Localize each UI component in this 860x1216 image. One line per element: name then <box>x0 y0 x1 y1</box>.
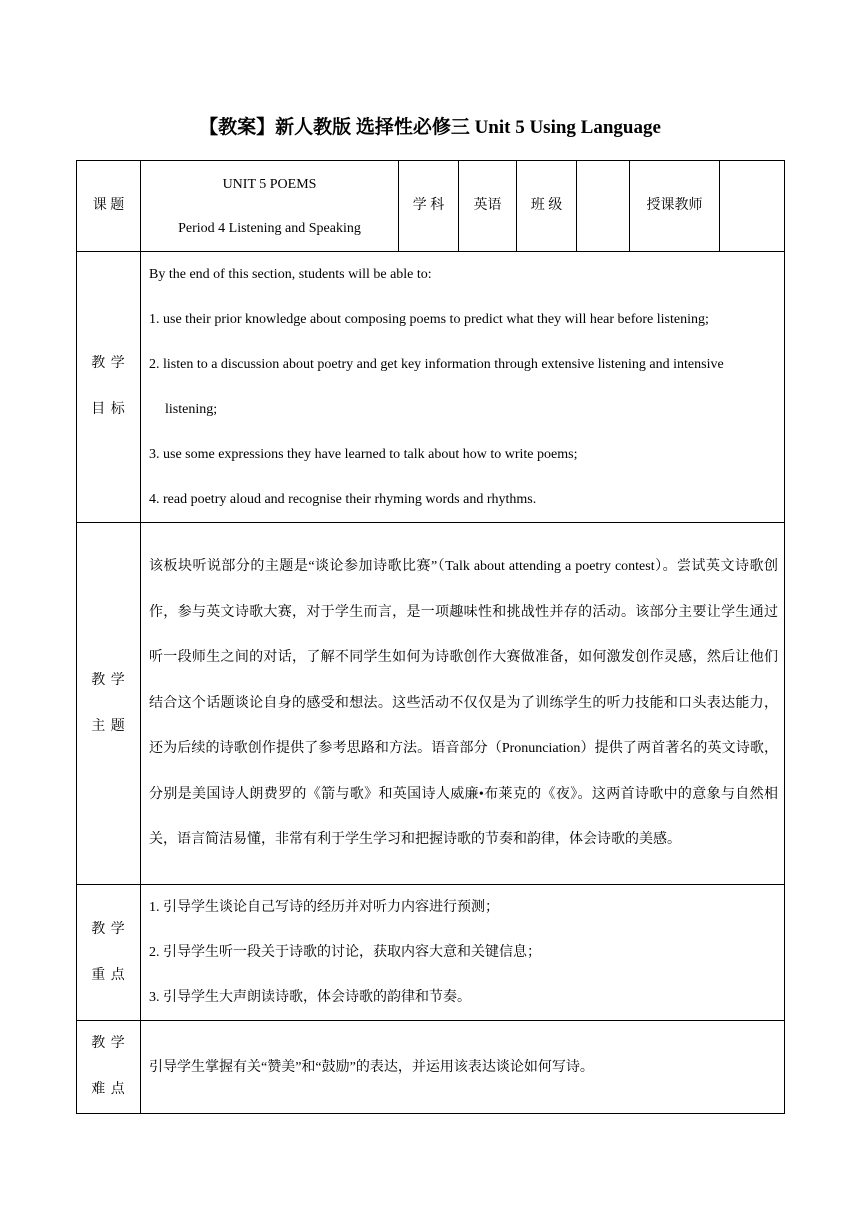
topic-label: 课 题 <box>77 161 141 252</box>
difficulties-label-line2: 难 点 <box>91 1082 126 1097</box>
teacher-label: 授课教师 <box>630 161 720 252</box>
objectives-label-line1: 教 学 <box>91 356 126 371</box>
document-title: 【教案】新人教版 选择性必修三 Unit 5 Using Language <box>199 117 661 138</box>
difficulties-content <box>141 1021 785 1114</box>
period-title: Period 4 Listening and Speaking <box>178 221 361 236</box>
teacher-value <box>720 161 785 252</box>
objective-item: 3. use some expressions they have learned to talk about how to write poems; <box>149 447 578 462</box>
objective-item: 2. listen to a discussion about poetry and get key information through extensive listening and intensive <box>149 357 724 372</box>
objectives-intro: By the end of this section, students will be able to: <box>149 267 432 282</box>
theme-label-line2: 主 题 <box>91 718 126 734</box>
key-points-label <box>77 885 141 1021</box>
difficulties-row <box>77 1021 785 1114</box>
theme-row <box>77 523 785 885</box>
objective-item: 4. read poetry aloud and recognise their rhyming words and rhythms. <box>149 492 537 507</box>
theme-paragraph: 该板块听说部分的主题是“谈论参加诗歌比赛”（Talk about attending a poetry contest）。尝试英文诗歌创作，参与英文诗歌大赛，对于学生而言，是一项趣味性和挑战性并存的活动。该部分主要让学生通过听一段师生之间的对话，了解不同学生如何为诗歌创作大赛做准备，如何激发创作灵感，然后让他们结合这个话题谈论自身的感受和想法。这些活动不仅仅是为了训练学生的听力技能和口头表达能力，还为后续的诗歌创作提供了参考思路和方法。语音部分（Pronunciation）提供了两首著名的英文诗歌，分别是美国诗人朗费罗的《箭与歌》和英国诗人威廉•布莱克的《夜》。这两首诗歌中的意象与自然相关，语言简洁易懂，非常有利于学生学习和把握诗歌的节奏和韵律，体会诗歌的美感。 <box>149 559 778 848</box>
key-points-row <box>77 885 785 1021</box>
difficulties-label-line1: 教 学 <box>91 1036 126 1051</box>
objectives-label <box>77 252 141 523</box>
theme-label <box>77 523 141 885</box>
difficulties-label <box>77 1021 141 1114</box>
key-point-item: 3. 引导学生大声朗读诗歌，体会诗歌的韵律和节奏。 <box>149 990 471 1005</box>
class-label: 班 级 <box>517 161 577 252</box>
objectives-label-line2: 目 标 <box>91 402 126 417</box>
class-value <box>577 161 630 252</box>
key-points-label-line2: 重 点 <box>91 967 126 983</box>
header-row <box>77 161 785 252</box>
objective-item: 1. use their prior knowledge about composing poems to predict what they will hear before listening; <box>149 312 709 327</box>
unit-title: UNIT 5 POEMS <box>222 177 317 192</box>
key-points-content <box>141 885 785 1021</box>
difficulties-text: 引导学生掌握有关“赞美”和“鼓励”的表达，并运用该表达谈论如何写诗。 <box>149 1059 594 1075</box>
theme-content <box>141 523 785 885</box>
subject-value: 英语 <box>459 161 517 252</box>
key-points-label-line1: 教 学 <box>91 921 126 937</box>
subject-label: 学 科 <box>399 161 459 252</box>
objectives-content <box>141 252 785 523</box>
key-point-item: 1. 引导学生谈论自己写诗的经历并对听力内容进行预测； <box>149 900 499 915</box>
objectives-row <box>77 252 785 523</box>
theme-label-line1: 教 学 <box>91 672 126 688</box>
topic-cell <box>141 161 399 252</box>
key-point-item: 2. 引导学生听一段关于诗歌的讨论，获取内容大意和关键信息； <box>149 945 541 960</box>
objective-item-continued: listening; <box>165 402 218 417</box>
lesson-plan-table <box>76 160 785 1114</box>
